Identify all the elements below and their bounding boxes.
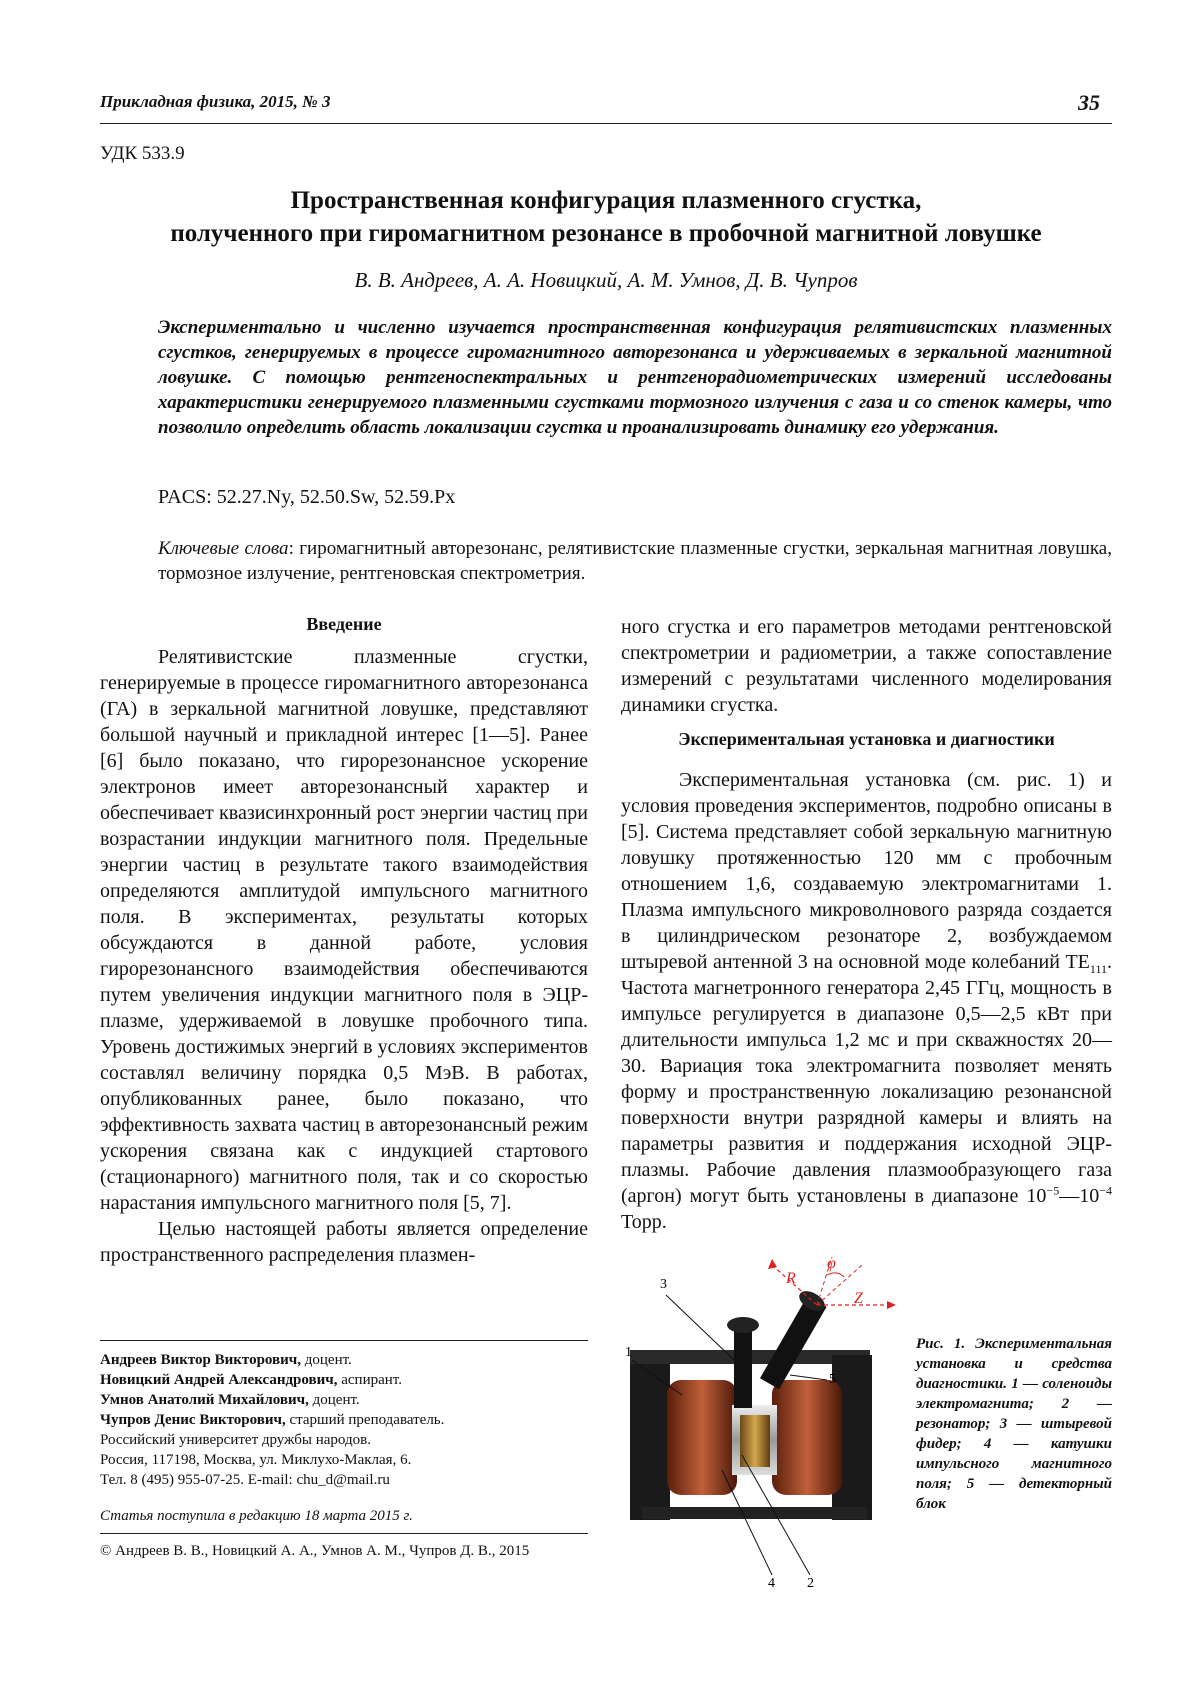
organization: Российский университет дружбы народов. xyxy=(100,1432,371,1448)
paper-title xyxy=(100,184,1112,250)
page-number: 35 xyxy=(1078,90,1100,115)
author-2: Новицкий Андрей Александрович, аспирант. xyxy=(100,1372,402,1388)
frame-left-icon xyxy=(630,1350,670,1520)
udc-code: УДК 533.9 xyxy=(100,143,185,164)
intro-paragraph-2: Целью настоящей работы является определение пространственного распределения плазмен- xyxy=(100,1218,588,1266)
received-date: Статья поступила в редакцию 18 марта 2015 г. xyxy=(100,1508,413,1524)
header-rule xyxy=(100,123,1112,124)
author-4: Чупров Денис Викторович, старший преподаватель. xyxy=(100,1412,445,1428)
solenoid-coil-right-icon xyxy=(772,1380,842,1495)
address: Россия, 117198, Москва, ул. Миклухо-Маклая, 6. xyxy=(100,1452,412,1468)
running-head: Прикладная физика, 2015, № 3 xyxy=(100,92,331,111)
authors: В. В. Андреев, А. А. Новицкий, А. М. Умнов, Д. В. Чупров xyxy=(354,268,858,292)
label-1: 1 xyxy=(625,1345,632,1360)
solenoid-coil-left-icon xyxy=(667,1380,737,1495)
label-5: 5 xyxy=(829,1372,836,1387)
pacs-codes: PACS: 52.27.Ny, 52.50.Sw, 52.59.Px xyxy=(158,486,456,508)
contact: Тел. 8 (495) 955-07-25. E-mail: chu_d@mail.ru xyxy=(100,1472,390,1488)
right-column-setup xyxy=(621,767,1112,1235)
title-line-1: Пространственная конфигурация плазменного сгустка, xyxy=(290,187,922,214)
intro-paragraph-2-continued: ного сгустка и его параметров методами рентгеновской спектрометрии и радиометрии, а также сопоставление измерений с результатами численного моделирования динамики сгустка. xyxy=(621,616,1112,716)
label-3: 3 xyxy=(660,1277,667,1292)
setup-paragraph-1: Экспериментальная установка (см. рис. 1) и условия проведения экспериментов, подробно описаны в [5]. Система представляет собой зеркальную магнитную ловушку протяженностью 120 мм с пробочным отношением 1,6, создаваемую электромагнитами 1. Плазма импульсного микроволнового разряда создается в цилиндрическом резонаторе 2, возбуждаемом штыревой антенной 3 на основной моде колебаний $TE_{111}$. Частота магнетронного генератора 2,45 ГГц, мощность в импульсе регулируется в диапазоне 0,5—2,5 кВт при длительности импульса 1,2 мс и при скважностях 20—30. Вариация тока электромагнита позволяет менять форму и пространственную локализацию резонансной поверхности внутри разрядной камеры и влиять на параметры развития и поддержания исходной ЭЦР-плазмы. Рабочие давления плазмообразующего газа (аргон) могут быть установлены в диапазоне $10^{-5}—10^{-4}$ Торр. xyxy=(621,769,1112,1233)
axis-label-phi: φ xyxy=(827,1255,836,1272)
figure-caption: Рис. 1. Экспериментальная установка и средства диагностики. 1 — соленоиды электромагнита; 2 — резонатор; 3 — штыревой фидер; 4 — катушки импульсного магнитного поля; 5 — детекторный блок xyxy=(916,1336,1112,1512)
setup-illustration xyxy=(622,1255,912,1590)
author-affiliations xyxy=(100,1350,588,1490)
title-line-2: полученного при гиромагнитном резонансе в пробочной магнитной ловушке xyxy=(170,220,1042,247)
antenna-feeder-icon xyxy=(734,1323,752,1408)
section-heading-setup: Экспериментальная установка и диагностики xyxy=(678,729,1055,749)
right-column-top xyxy=(621,614,1112,718)
left-column xyxy=(100,644,588,1268)
keywords xyxy=(158,536,1112,586)
axis-label-z: Z xyxy=(854,1290,863,1307)
footnote-rule xyxy=(100,1340,588,1341)
figure-1 xyxy=(622,1255,912,1590)
axis-label-r: R xyxy=(786,1270,796,1287)
author-3: Умнов Анатолий Михайлович, доцент. xyxy=(100,1392,360,1408)
copyright-rule xyxy=(100,1533,588,1534)
author-1: Андреев Виктор Викторович, доцент. xyxy=(100,1352,352,1368)
abstract: Экспериментально и численно изучается пространственная конфигурация релятивистских плазменных сгустков, генерируемых в процессе гиромагнитного авторезонанса и удерживаемых в зеркальной магнитной ловушке. С помощью рентгеноспектральных и рентгенорадиометрических измерений исследованы характеристики генерируемого плазменными сгустками тормозного излучения с газа и со стенок камеры, что позволило определить область локализации сгустка и проанализировать динамику его удержания. xyxy=(158,317,1112,438)
keywords-label: Ключевые слова xyxy=(158,538,289,559)
label-4: 4 xyxy=(768,1576,775,1590)
keywords-text: : гиромагнитный авторезонанс, релятивистские плазменные сгустки, зеркальная магнитная ловушка, тормозное излучение, рентгеновская спектрометрия. xyxy=(158,538,1112,584)
section-heading-intro: Введение xyxy=(306,614,382,634)
copyright: © Андреев В. В., Новицкий А. А., Умнов А. М., Чупров Д. В., 2015 xyxy=(100,1543,530,1559)
intro-paragraph-1: Релятивистские плазменные сгустки, генерируемые в процессе гиромагнитного авторезонанса (ГА) в зеркальной магнитной ловушке, представляют большой научный и прикладной интерес [1—5]. Ранее [6] было показано, что гирорезонансное ускорение электронов имеет авторезонансный характер и обеспечивает квазисинхронный рост энергии частиц при возрастании индукции магнитного поля. Предельные энергии частиц в результате такого взаимодействия определяются амплитудой импульсного магнитного поля. В экспериментах, результаты которых обсуждаются в данной работе, условия гирорезонансного взаимодействия обеспечиваются путем увеличения индукции магнитного поля в ЭЦР-плазме, удерживаемой в ловушке пробочного типа. Уровень достижимых энергий в условиях экспериментов составлял величину порядка 0,5 МэВ. В работах, опубликованных ранее, было показано, что эффективность захвата частиц в авторезонансный режим ускорения связана как с индукцией стартового (стационарного) магнитного поля, так и со скоростью нарастания импульсного магнитного поля [5, 7]. xyxy=(100,646,588,1214)
label-2: 2 xyxy=(807,1576,814,1590)
